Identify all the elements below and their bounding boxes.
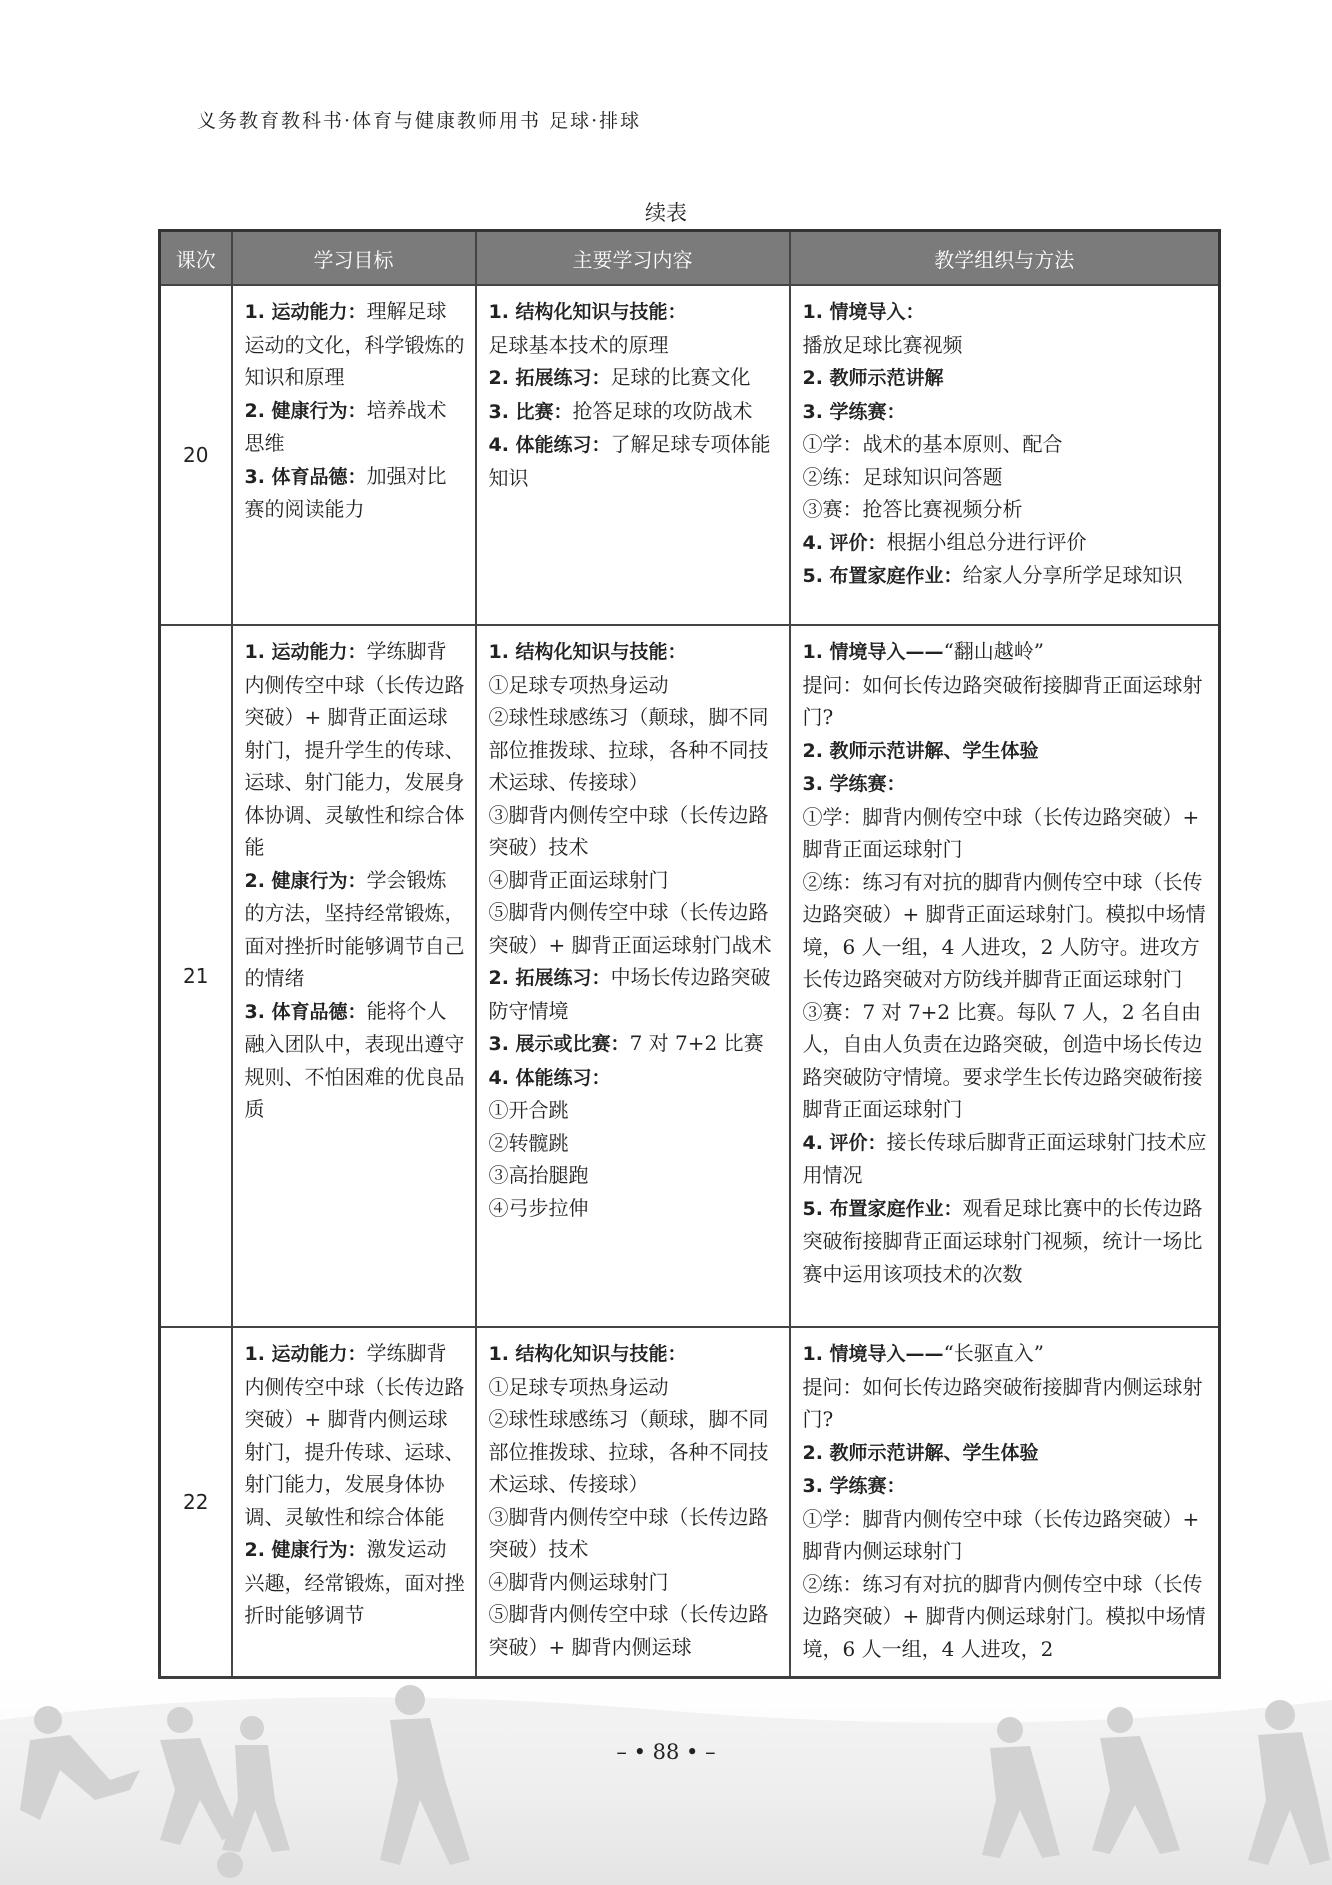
methods-line xyxy=(803,1192,1209,1291)
content-line xyxy=(489,395,779,429)
content-line-text: 抢答足球的攻防战术 xyxy=(572,398,753,423)
methods-line-text: ①学：战术的基本原则、配合 xyxy=(802,432,1063,456)
content-line xyxy=(489,1403,779,1501)
goals-line xyxy=(245,295,465,394)
methods-line-heading: 3. 学练赛： xyxy=(802,773,906,795)
methods-line xyxy=(803,996,1209,1126)
methods-line-heading: 1. 情境导入—— xyxy=(802,641,944,663)
goals-line-text: 激发运动兴趣，经常锻炼，面对挫折时能够调节 xyxy=(244,1537,465,1627)
methods-line-heading: 3. 学练赛： xyxy=(802,1475,906,1497)
methods-line xyxy=(803,866,1209,996)
content-line-heading: 1. 结构化知识与技能： xyxy=(488,641,687,663)
content-line xyxy=(489,1371,779,1404)
content-line-heading: 1. 结构化知识与技能： xyxy=(488,1343,687,1365)
methods-line xyxy=(803,1436,1209,1470)
methods-line xyxy=(803,526,1209,560)
content-line-text: ①开合跳 xyxy=(488,1098,569,1122)
methods-line xyxy=(803,801,1209,866)
footer-athlete-silhouettes xyxy=(0,1660,1332,1885)
content-line-heading: 1. 结构化知识与技能： xyxy=(488,301,687,323)
goals-line xyxy=(245,864,465,995)
cell-methods xyxy=(790,625,1220,1327)
content-line-heading: 3. 比赛： xyxy=(488,400,573,423)
methods-line xyxy=(803,1337,1209,1371)
goals-line xyxy=(245,1337,465,1533)
content-line xyxy=(489,1501,779,1566)
column-header-lesson: 课次 xyxy=(160,231,232,286)
methods-line-heading: 5. 布置家庭作业： xyxy=(802,565,963,587)
methods-line xyxy=(803,329,1209,362)
content-line xyxy=(489,361,779,395)
content-line-text: ④弓步拉伸 xyxy=(488,1195,589,1220)
methods-line xyxy=(803,493,1209,526)
goals-line xyxy=(245,1533,465,1632)
goals-line-heading: 2. 健康行为： xyxy=(244,399,367,422)
goals-line xyxy=(245,460,465,526)
content-line xyxy=(489,896,779,961)
content-line-heading: 4. 体能练习： xyxy=(488,1066,611,1089)
methods-line-text: 提问：如何长传边路突破衔接脚背正面运球射门? xyxy=(802,672,1203,729)
goals-line-text: 能将个人融入团队中，表现出遵守规则、不怕困难的优良品质 xyxy=(244,998,465,1121)
content-line-text: ③脚背内侧传空中球（长传边路突破）技术 xyxy=(488,1504,769,1561)
methods-line xyxy=(803,767,1209,801)
content-line-text: ⑤脚背内侧传空中球（长传边路突破）+ 脚背正面运球射门战术 xyxy=(488,900,772,957)
goals-line-heading: 2. 健康行为： xyxy=(244,1539,367,1561)
methods-line-text: ①学：脚背内侧传空中球（长传边路突破）+ 脚背内侧运球射门 xyxy=(802,1506,1200,1563)
content-line-text: ④脚背正面运球射门 xyxy=(488,867,669,892)
content-line-text: 中场长传边路突破防守情境 xyxy=(488,965,771,1023)
methods-line xyxy=(803,669,1209,734)
content-line xyxy=(489,1159,779,1192)
goals-line-text: 理解足球运动的文化，科学锻炼的知识和原理 xyxy=(244,299,465,389)
goals-line xyxy=(245,995,465,1126)
methods-line xyxy=(803,461,1209,494)
goals-line-heading: 3. 体育品德： xyxy=(244,465,367,488)
column-header-content: 主要学习内容 xyxy=(476,231,790,286)
content-line xyxy=(489,295,779,329)
methods-line-heading: 1. 情境导入—— xyxy=(802,1343,944,1365)
content-line xyxy=(489,1566,779,1599)
content-line xyxy=(489,1027,779,1061)
methods-line-text: ①学：脚背内侧传空中球（长传边路突破）+ 脚背正面运球射门 xyxy=(802,804,1200,861)
cell-methods xyxy=(790,1327,1220,1677)
cell-content xyxy=(476,625,790,1327)
table-caption: 续表 xyxy=(645,201,687,225)
content-line-text: ③高抬腿跑 xyxy=(488,1163,589,1187)
methods-line-text: ③赛：抢答比赛视频分析 xyxy=(802,497,1023,521)
column-header-goals: 学习目标 xyxy=(232,231,476,286)
methods-line-heading: 2. 教师示范讲解 xyxy=(802,367,944,389)
goals-line-heading: 3. 体育品德： xyxy=(244,1000,367,1023)
content-line-heading: 2. 拓展练习： xyxy=(488,367,611,389)
lesson-number: 22 xyxy=(160,1327,232,1677)
content-line xyxy=(489,961,779,1027)
goals-line-text: 学会锻炼的方法，坚持经常锻炼，面对挫折时能够调节自己的情绪 xyxy=(244,867,465,990)
content-line xyxy=(489,635,779,669)
lesson-number: 20 xyxy=(160,285,232,625)
methods-line-text: 接长传球后脚背正面运球射门技术应用情况 xyxy=(802,1129,1207,1187)
content-line xyxy=(489,329,779,362)
methods-line xyxy=(803,1371,1209,1436)
content-line xyxy=(489,1337,779,1371)
lesson-number: 21 xyxy=(160,625,232,1327)
lesson-plan-table xyxy=(158,229,1221,1679)
methods-line xyxy=(803,1469,1209,1503)
cell-goals xyxy=(232,625,476,1327)
goals-line-text: 学练脚背内侧传空中球（长传边路突破）+ 脚背正面运球射门，提升学生的传球、运球、射门能力，发展身体协调、灵敏性和综合体能 xyxy=(244,639,465,859)
methods-line-text: “翻山越岭” xyxy=(943,639,1045,663)
methods-line xyxy=(803,1503,1209,1568)
content-line-text: ①足球专项热身运动 xyxy=(488,1374,669,1399)
cell-methods xyxy=(790,285,1220,625)
page-number: – • 88 • – xyxy=(616,1740,716,1764)
methods-line-text: “长驱直入” xyxy=(943,1341,1045,1365)
content-line-heading: 4. 体能练习： xyxy=(488,434,611,456)
cell-content xyxy=(476,285,790,625)
running-header: 义务教育教科书·体育与健康教师用书 足球·排球 xyxy=(197,110,642,132)
methods-line-heading: 2. 教师示范讲解、学生体验 xyxy=(802,739,1039,762)
methods-line-heading: 1. 情境导入： xyxy=(802,301,925,323)
goals-line-heading: 2. 健康行为： xyxy=(244,869,367,892)
methods-line xyxy=(803,1126,1209,1192)
content-line-heading: 2. 拓展练习： xyxy=(488,967,611,989)
goals-line-text: 培养战术思维 xyxy=(244,397,447,455)
goals-line-text: 加强对比赛的阅读能力 xyxy=(244,463,447,521)
content-line xyxy=(489,1094,779,1127)
lesson-row-20 xyxy=(160,285,1220,625)
content-line-text: ⑤脚背内侧传空中球（长传边路突破）+ 脚背内侧运球 xyxy=(488,1602,769,1659)
methods-line xyxy=(803,559,1209,593)
content-line-text: ②转髋跳 xyxy=(488,1130,569,1155)
methods-line-heading: 5. 布置家庭作业： xyxy=(802,1197,963,1220)
content-line xyxy=(489,428,779,494)
goals-line xyxy=(245,394,465,460)
goals-line-text: 学练脚背内侧传空中球（长传边路突破）+ 脚背内侧运球射门，提升传球、运球、射门能力，发展身体协调、灵敏性和综合体能 xyxy=(244,1341,465,1529)
goals-line xyxy=(245,635,465,864)
methods-line-heading: 4. 评价： xyxy=(802,1131,887,1154)
content-line xyxy=(489,669,779,702)
table-header-row xyxy=(160,231,1220,286)
content-line xyxy=(489,864,779,897)
methods-line-text: ②练：足球知识问答题 xyxy=(802,464,1003,489)
methods-line xyxy=(803,635,1209,669)
cell-goals xyxy=(232,285,476,625)
content-line-text: 足球基本技术的原理 xyxy=(488,332,669,357)
column-header-methods: 教学组织与方法 xyxy=(790,231,1220,286)
methods-line-text: 播放足球比赛视频 xyxy=(802,332,963,357)
content-line xyxy=(489,1192,779,1225)
content-line-text: 足球的比赛文化 xyxy=(610,365,751,389)
table-body xyxy=(160,285,1220,1677)
lesson-row-21 xyxy=(160,625,1220,1327)
goals-line-heading: 1. 运动能力： xyxy=(244,641,367,663)
goals-line-heading: 1. 运动能力： xyxy=(244,1343,367,1365)
methods-line xyxy=(803,428,1209,461)
content-line-text: 了解足球专项体能知识 xyxy=(488,432,771,490)
content-line-text: ①足球专项热身运动 xyxy=(488,672,669,697)
methods-line xyxy=(803,734,1209,768)
methods-line-text: 根据小组总分进行评价 xyxy=(886,529,1087,554)
content-line-text: ③脚背内侧传空中球（长传边路突破）技术 xyxy=(488,802,769,859)
methods-line-heading: 2. 教师示范讲解、学生体验 xyxy=(802,1441,1039,1464)
methods-line xyxy=(803,361,1209,395)
lesson-row-22 xyxy=(160,1327,1220,1677)
methods-line-heading: 3. 学练赛： xyxy=(802,400,906,423)
content-line xyxy=(489,1598,779,1663)
methods-line-text: ②练：练习有对抗的脚背内侧传空中球（长传边路突破）+ 脚背正面运球射门。模拟中场情境，6 人一组，4 人进攻，2 人防守。进攻方长传边路突破对方防线并脚背正面运球射门 xyxy=(802,869,1206,991)
methods-line xyxy=(803,295,1209,329)
methods-line xyxy=(803,395,1209,429)
content-line xyxy=(489,1061,779,1095)
methods-line-text: ②练：练习有对抗的脚背内侧传空中球（长传边路突破）+ 脚背内侧运球射门。模拟中场情境，6 人一组，4 人进攻，2 xyxy=(802,1571,1206,1661)
content-line xyxy=(489,799,779,864)
cell-goals xyxy=(232,1327,476,1677)
content-line xyxy=(489,1127,779,1160)
content-line-heading: 3. 展示或比赛： xyxy=(488,1033,630,1055)
content-line xyxy=(489,701,779,799)
content-line-text: 7 对 7+2 比赛 xyxy=(629,1031,764,1055)
cell-content xyxy=(476,1327,790,1677)
methods-line-text: 观看足球比赛中的长传边路突破衔接脚背正面运球射门视频，统计一场比赛中运用该项技术的次数 xyxy=(802,1195,1203,1286)
methods-line-text: ③赛：7 对 7+2 比赛。每队 7 人，2 名自由人，自由人负责在边路突破，创造中场长传边路突破防守情境。要求学生长传边路突破衔接脚背正面运球射门 xyxy=(802,999,1203,1121)
methods-line-heading: 4. 评价： xyxy=(802,531,887,554)
methods-line-text: 给家人分享所学足球知识 xyxy=(962,563,1183,587)
methods-line-text: 提问：如何长传边路突破衔接脚背内侧运球射门? xyxy=(802,1374,1203,1431)
methods-line xyxy=(803,1568,1209,1666)
content-line-text: ②球性球感练习（颠球，脚不同部位推拨球、拉球，各种不同技术运球、传接球） xyxy=(488,705,769,794)
content-line-text: ②球性球感练习（颠球，脚不同部位推拨球、拉球，各种不同技术运球、传接球） xyxy=(488,1407,769,1496)
goals-line-heading: 1. 运动能力： xyxy=(244,301,367,323)
content-line-text: ④脚背内侧运球射门 xyxy=(488,1569,669,1594)
